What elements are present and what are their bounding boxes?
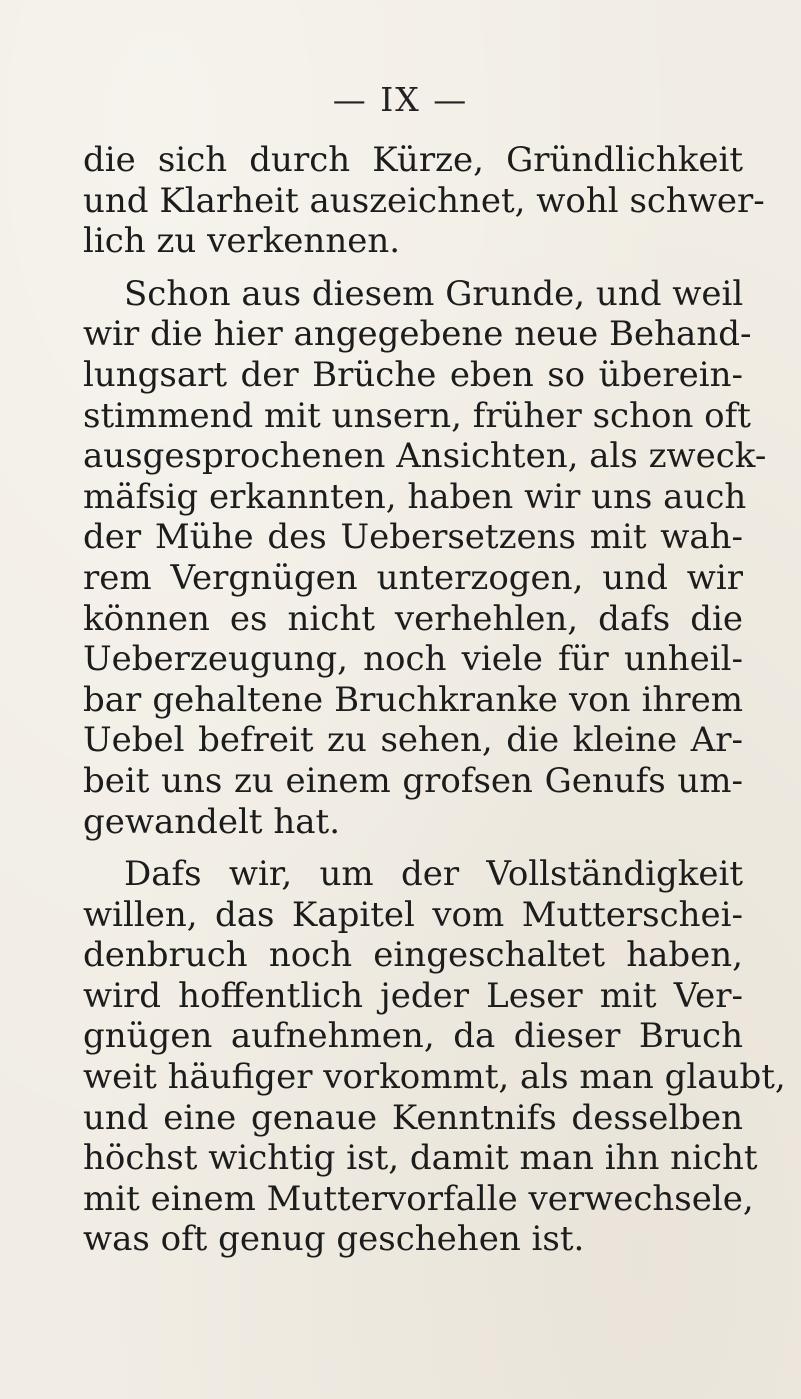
text-line: gnügen aufnehmen, da dieser Bruch <box>83 1016 743 1057</box>
paragraph-2 <box>83 273 767 842</box>
text-line: ausgesprochenen Ansichten, als zweck- <box>83 436 767 477</box>
text-line: gewandelt hat. <box>83 801 341 842</box>
text-line: mit einem Muttervorfalle verwechsele, <box>83 1178 754 1219</box>
text-line: lungsart der Brüche eben so überein- <box>83 354 743 395</box>
text-line: Schon aus diesem Grunde, und weil <box>124 273 744 314</box>
text-line: weit häufiger vorkommt, als man glaubt, <box>83 1057 786 1098</box>
text-line: Dafs wir, um der Vollständigkeit <box>124 854 743 895</box>
text-line: Uebel befreit zu sehen, die kleine Ar- <box>83 720 743 761</box>
text-line: beit uns zu einem grofsen Genufs um- <box>83 760 743 801</box>
text-line: was oft genug geschehen ist. <box>83 1219 585 1260</box>
text-line: und eine genaue Kenntnifs desselben <box>83 1097 743 1138</box>
text-line: denbruch noch eingeschaltet haben, <box>83 935 743 976</box>
text-line: mäfsig erkannten, haben wir uns auch <box>83 476 747 517</box>
body-text <box>83 140 786 1260</box>
text-line: rem Vergnügen unterzogen, und wir <box>83 557 743 598</box>
text-line: höchst wichtig ist, damit man ihn nicht <box>83 1138 758 1179</box>
text-line: bar gehaltene Bruchkranke von ihrem <box>83 679 743 720</box>
text-line: können es nicht verhehlen, dafs die <box>83 598 743 639</box>
paragraph-3 <box>83 854 786 1260</box>
text-line: lich zu verkennen. <box>83 221 401 262</box>
text-line: wir die hier angegebene neue Behand- <box>83 314 752 355</box>
text-line: Ueberzeugung, noch viele für unheil- <box>83 639 743 680</box>
text-line: stimmend mit unsern, früher schon oft <box>83 395 751 436</box>
text-line: und Klarheit auszeichnet, wohl schwer- <box>83 180 765 221</box>
text-line: die sich durch Kürze, Gründlichkeit <box>83 140 743 180</box>
text-line: willen, das Kapitel vom Mutterschei- <box>83 894 743 935</box>
page-number-header: — IX — <box>332 80 469 119</box>
text-line: der Mühe des Uebersetzens mit wah- <box>83 517 743 558</box>
paragraph-1 <box>83 140 765 262</box>
text-line: wird hoffentlich jeder Leser mit Ver- <box>83 975 743 1016</box>
